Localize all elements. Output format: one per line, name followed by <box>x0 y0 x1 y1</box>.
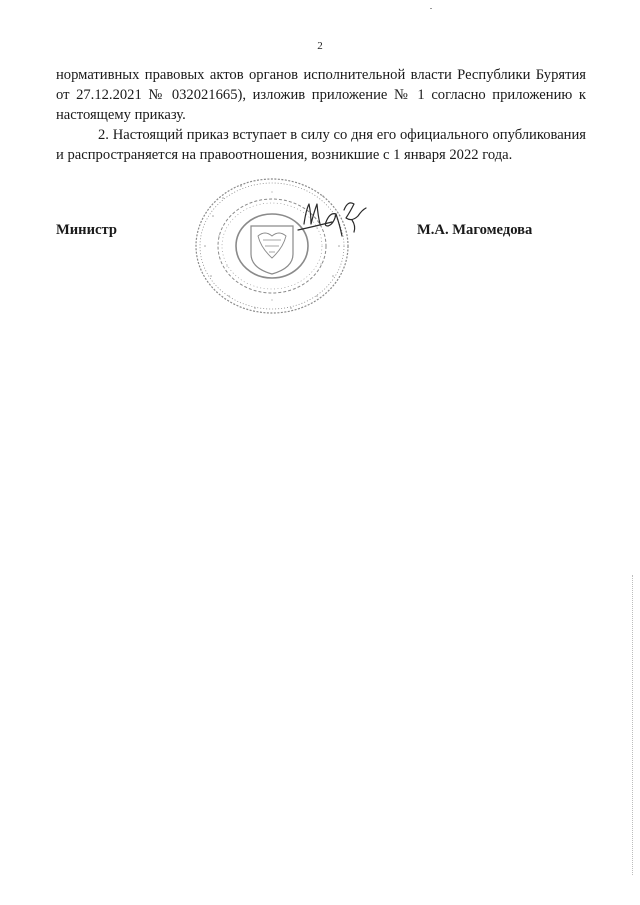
document-body <box>56 65 586 165</box>
scan-edge-line <box>632 575 634 875</box>
paragraph-continuation: нормативных правовых актов органов исполнительной власти Республики Бурятия от 27.12.2021 № 032021665), изложив приложение № 1 согласно приложению к настоящему приказу. <box>56 67 586 123</box>
signatory-position: Министр <box>56 222 117 238</box>
page-number: 2 <box>317 40 323 52</box>
scan-speck <box>430 8 432 9</box>
signatory-name: М.А. Магомедова <box>417 222 533 238</box>
handwritten-signature-icon <box>296 196 370 240</box>
paragraph-2: 2. Настоящий приказ вступает в силу со дня его официального опубликования и распространяется на правоотношения, возникшие с 1 января 2022 года. <box>56 127 586 163</box>
